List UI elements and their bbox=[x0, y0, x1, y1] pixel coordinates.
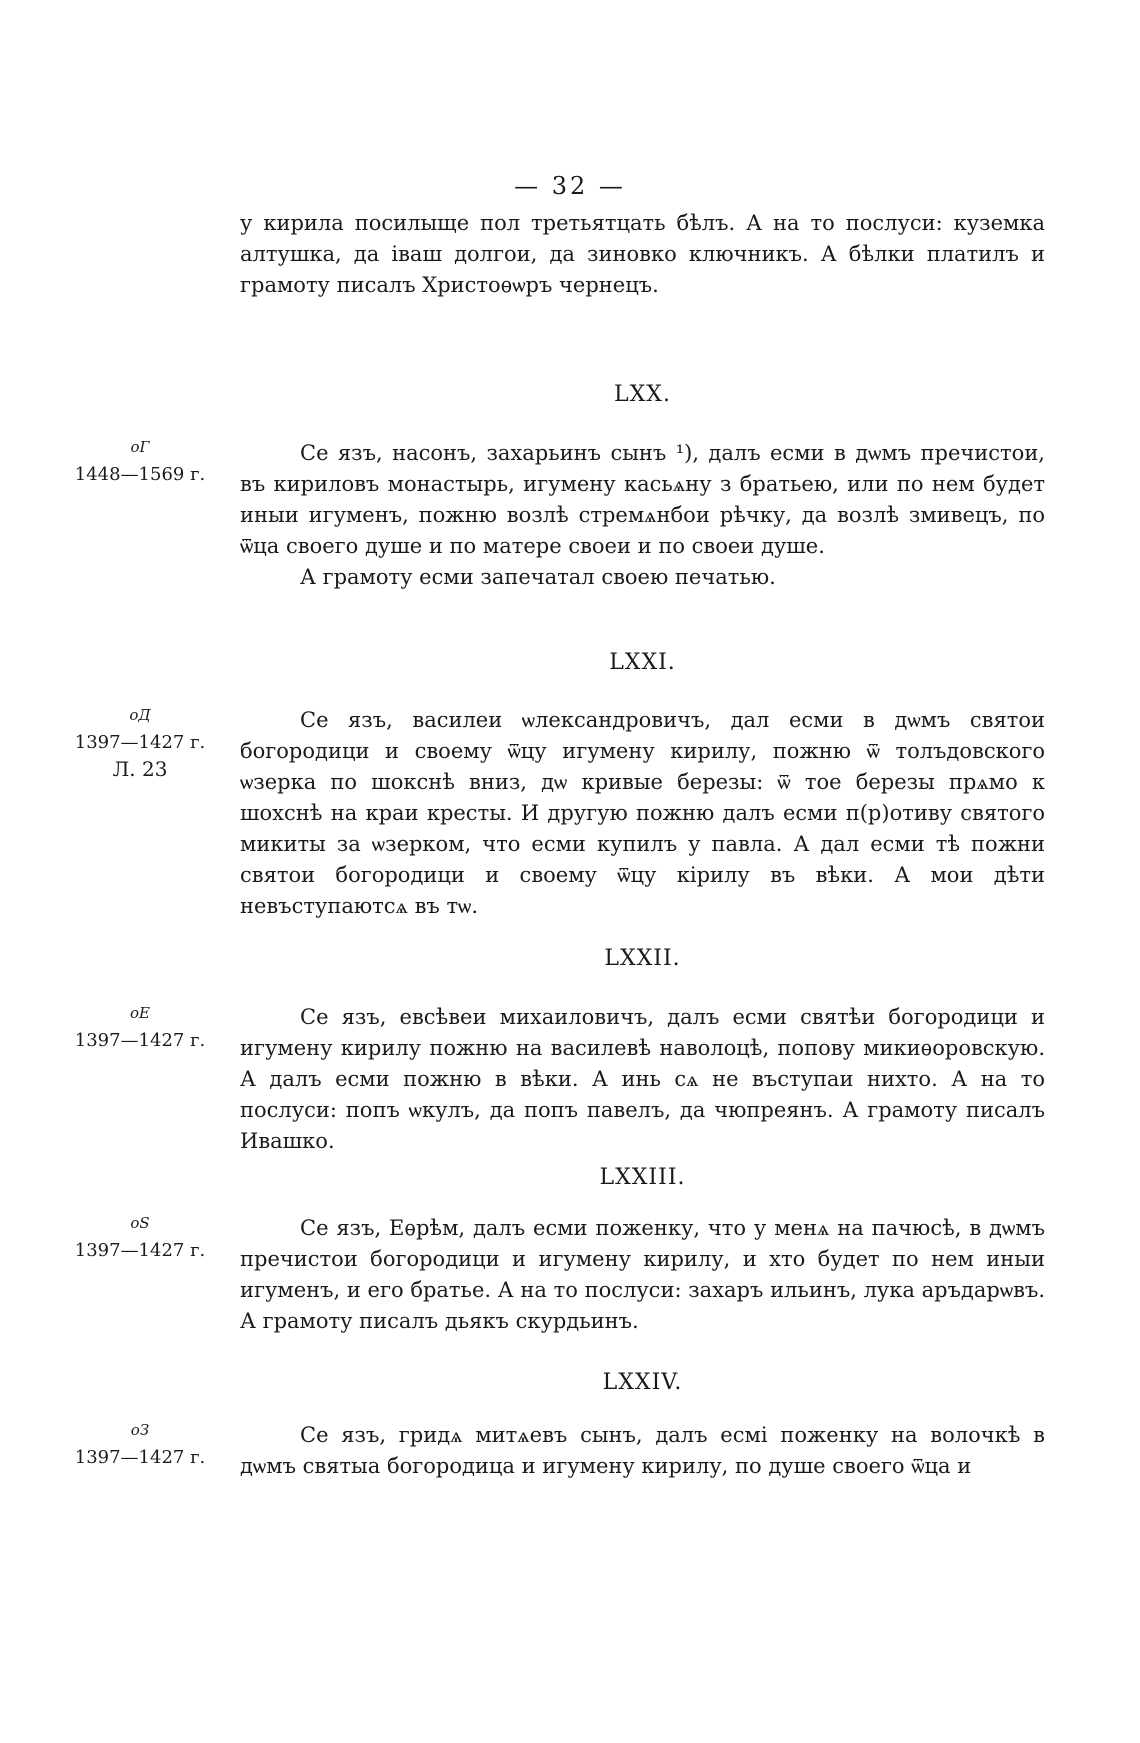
paragraph: Се язъ, насонъ, захарьинъ сынъ ¹), далъ есми в дѡмъ пречистои, въ кириловъ монастырь, игумену касьѧну з братьею, или по нем будет иныи игуменъ, пожню возлѣ стремѧнбои рѣчку, да возлѣ змивецъ, по ѿца своего душе и по матере своеи и по своеи душе. bbox=[240, 441, 1045, 558]
intro-text bbox=[240, 208, 1045, 301]
section-heading: LXXIV. bbox=[602, 1370, 683, 1395]
section-heading: LXXI. bbox=[609, 650, 676, 675]
paragraph: Се язъ, Еѳрѣм, далъ есми поженку, что у менѧ на пачюсѣ, в дѡмъ пречистои богородици и игумену кирилу, и хто будет по нем иныи игуменъ, и его братье. А на то послуси: захаръ ильинъ, лука аръдарѡвъ. А грамоту писалъ дьякъ скурдьинъ. bbox=[240, 1216, 1045, 1333]
intro-line: грамоту писалъ Христоѳѡръ чернецъ. bbox=[240, 273, 659, 297]
document-body bbox=[240, 1002, 1045, 1157]
intro-line: у кирила посилыще пол третьятцать бѣлъ. А на то послуси: куземка bbox=[240, 211, 1045, 235]
margin-date: 1397—1427 г. bbox=[74, 1447, 206, 1468]
page-number: — 32 — bbox=[514, 172, 626, 200]
margin-date: 1397—1427 г. bbox=[74, 732, 206, 753]
margin-note bbox=[60, 1417, 220, 1471]
margin-number: оЅ bbox=[130, 1214, 150, 1232]
paragraph: Се язъ, василеи ѡлександровичъ, дал есми в дѡмъ святои богородици и своему ѿцу игумену кирилу, пожню ѿ толъдовского ѡзерка по шокснѣ вниз, дѡ кривые березы: ѿ тое березы прѧмо к шохснѣ на краи кресты. И другую пожню далъ есми п(р)отиву святого микиты за ѡзерком, что есми купилъ у павла. А дал есми тѣ пожни святои богородици и своему ѿцу кірилу въ вѣки. А мои дѣти невъступаютсѧ въ тѡ. bbox=[240, 708, 1045, 918]
intro-line: алтушка, да іваш долгои, да зиновко ключникъ. А бѣлки платилъ и bbox=[240, 242, 1045, 266]
margin-date: 1397—1427 г. bbox=[74, 1030, 206, 1051]
paragraph: Се язъ, евсѣвеи михаиловичъ, далъ есми святѣи богородици и игумену кирилу пожню на василевѣ наволоцѣ, попову микиѳоровскую. А далъ есми пожню в вѣки. А инь сѧ не въступаи нихто. А на то послуси: попъ ѡкулъ, да попъ павелъ, да чюпреянъ. А грамоту писалъ Ивашко. bbox=[240, 1005, 1045, 1153]
margin-note bbox=[60, 702, 220, 783]
document-body bbox=[240, 438, 1045, 593]
document-body bbox=[240, 1420, 1045, 1482]
document-body bbox=[240, 1213, 1045, 1337]
margin-number: оЗ bbox=[130, 1421, 150, 1439]
section-heading: LXXII. bbox=[604, 946, 681, 971]
margin-number: оЕ bbox=[130, 1004, 150, 1022]
paragraph: А грамоту есми запечатал своею печатью. bbox=[300, 565, 776, 589]
section-heading: LXXIII. bbox=[599, 1165, 686, 1190]
margin-note bbox=[60, 1000, 220, 1054]
margin-date: 1397—1427 г. bbox=[74, 1240, 206, 1261]
section-heading: LXX. bbox=[614, 382, 671, 407]
margin-leaf-number: Л. 23 bbox=[112, 757, 168, 781]
margin-number: оГ bbox=[130, 438, 150, 456]
margin-note bbox=[60, 434, 220, 488]
margin-note bbox=[60, 1210, 220, 1264]
margin-date: 1448—1569 г. bbox=[74, 464, 206, 485]
document-body bbox=[240, 705, 1045, 922]
paragraph: Се язъ, гридѧ митѧевъ сынъ, далъ есмі поженку на волочкѣ в дѡмъ святыа богородица и игумену кирилу, по душе своего ѿца и bbox=[240, 1423, 1045, 1478]
margin-number: оД bbox=[129, 706, 151, 724]
